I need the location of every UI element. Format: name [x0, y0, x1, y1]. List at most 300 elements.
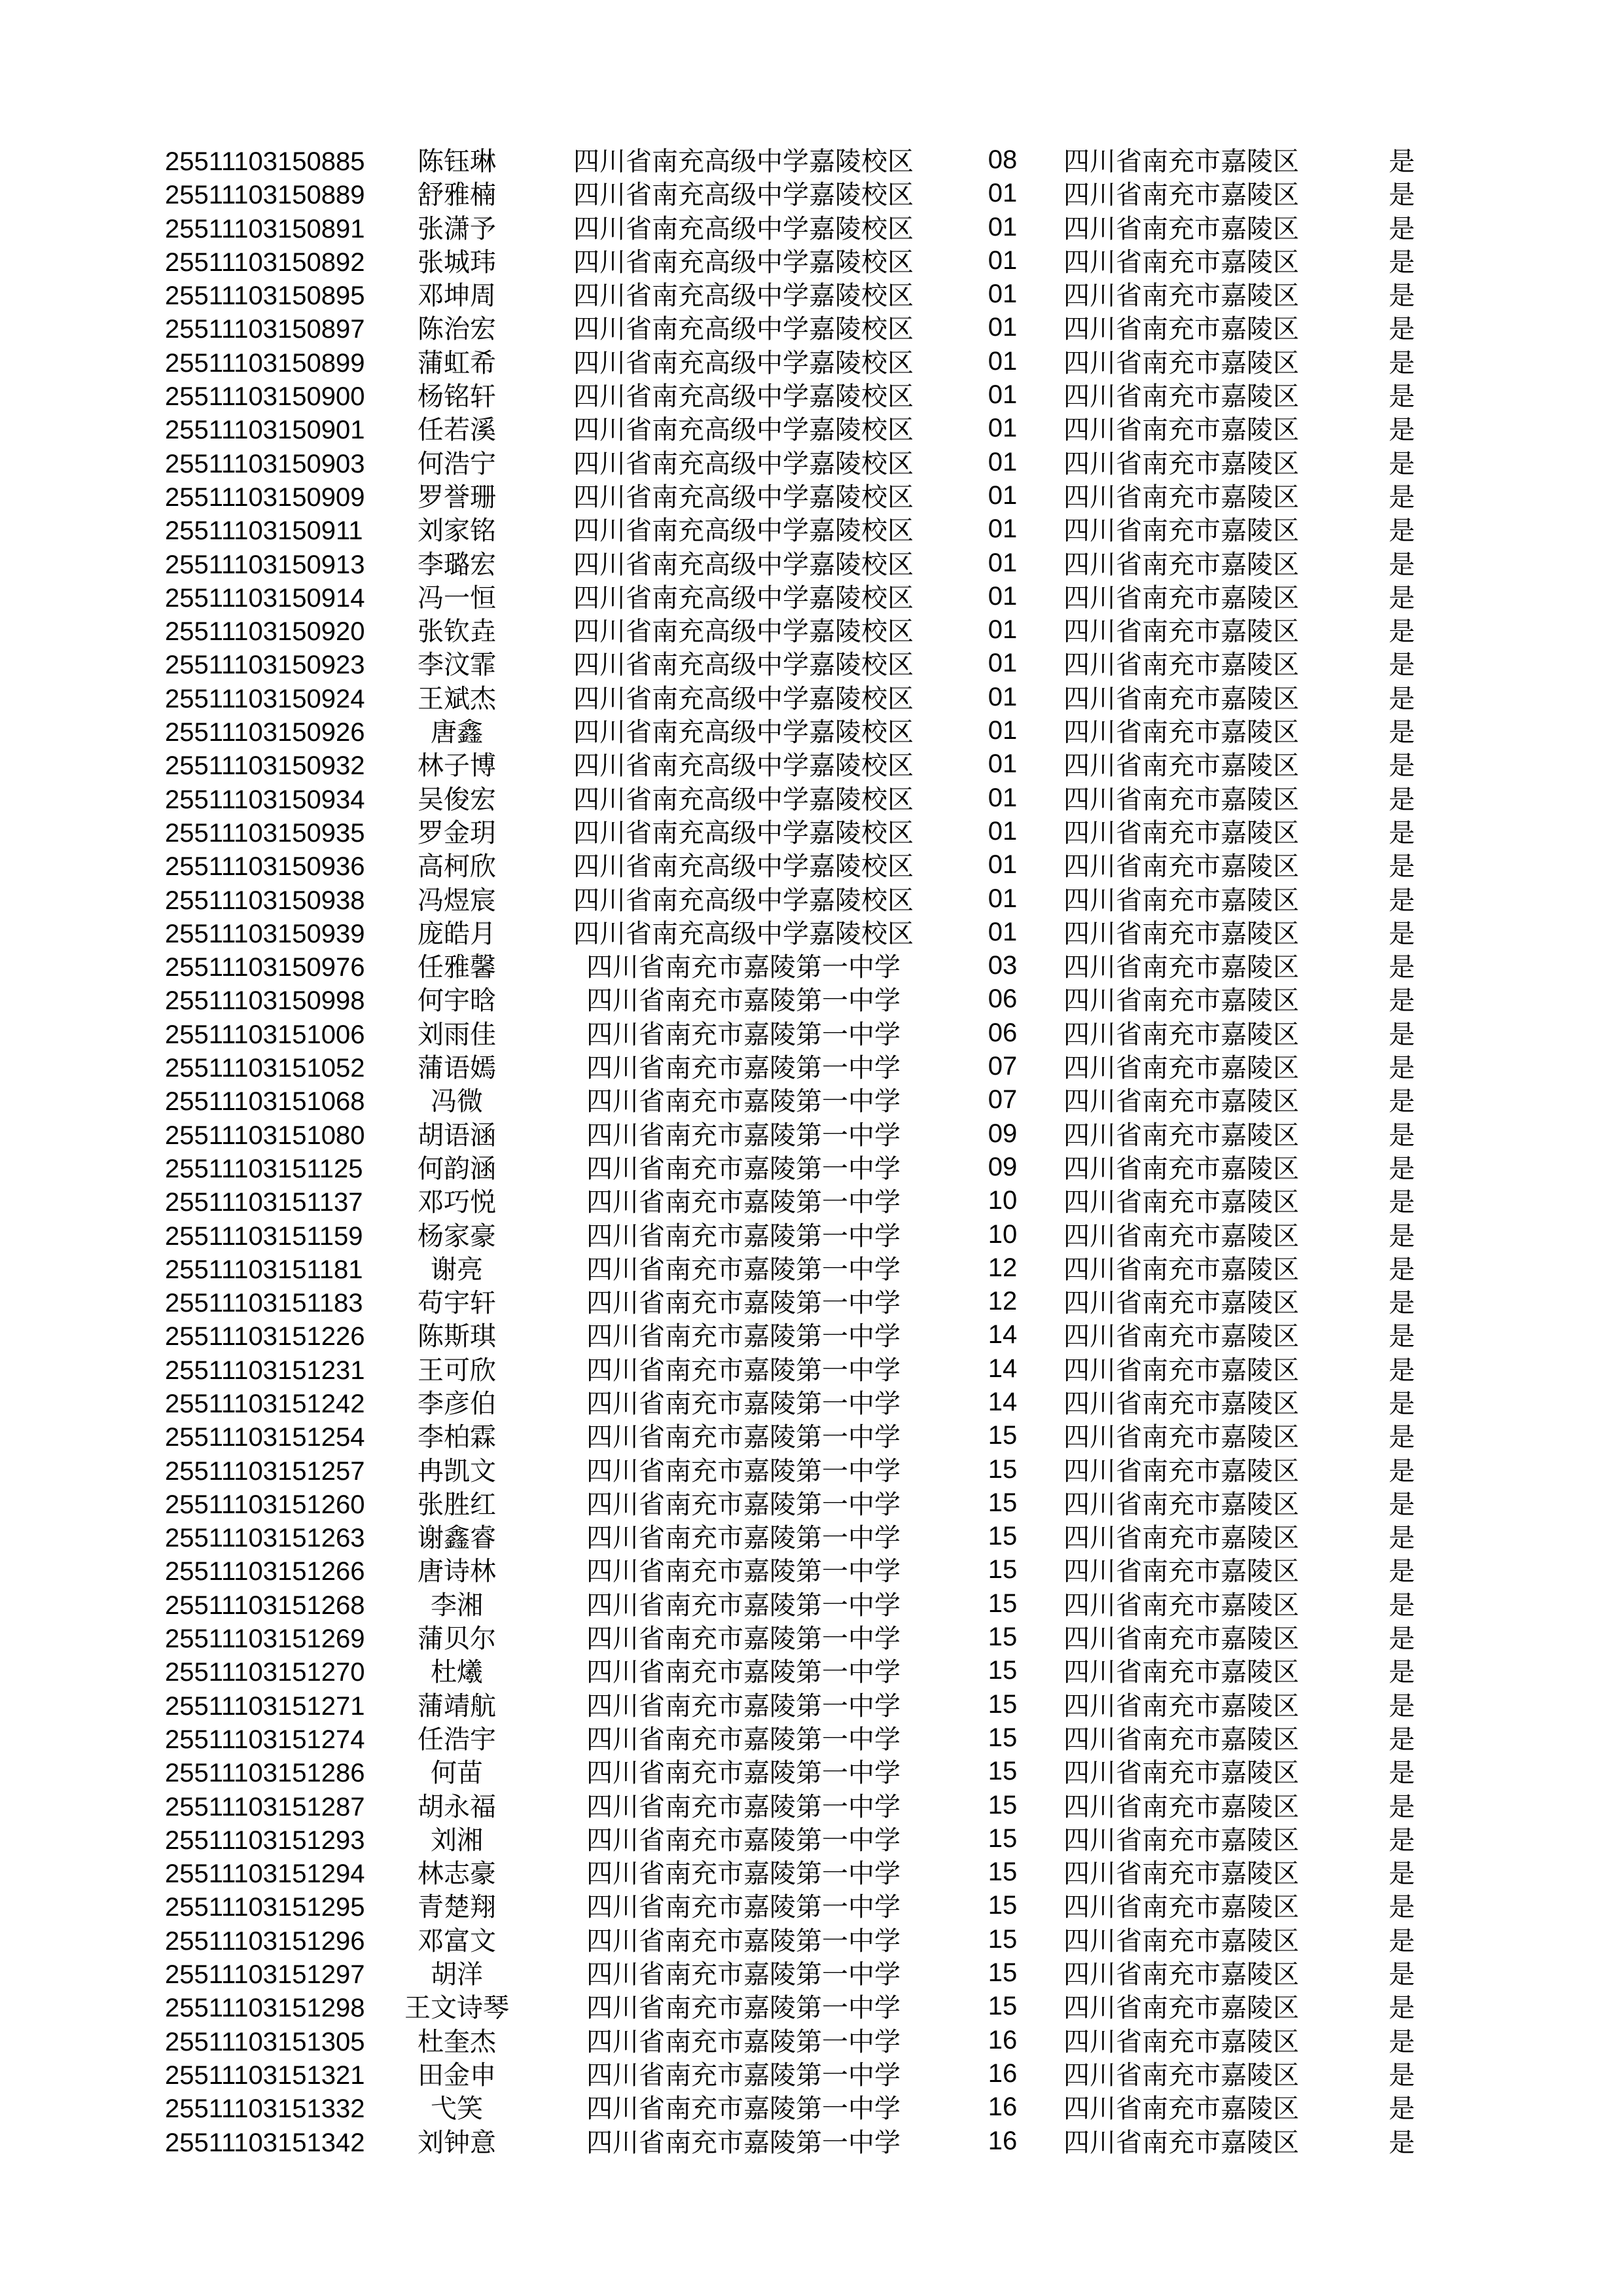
table-row — [0, 1555, 1623, 1588]
status-flag-cell: 是 — [1389, 1960, 1415, 1990]
student-name-cell: 李璐宏 — [418, 549, 496, 580]
student-name-cell: 任浩宇 — [418, 1724, 496, 1755]
status-flag-cell: 是 — [1389, 1221, 1415, 1251]
class-number-cell: 01 — [988, 548, 1018, 577]
table-row — [0, 145, 1623, 179]
class-number-cell: 15 — [988, 1656, 1018, 1685]
school-cell: 四川省南充市嘉陵第一中学 — [586, 1456, 901, 1486]
status-flag-cell: 是 — [1389, 2026, 1415, 2057]
district-cell: 四川省南充市嘉陵区 — [1063, 650, 1299, 681]
table-row — [0, 984, 1623, 1018]
status-flag-cell: 是 — [1389, 1993, 1415, 2024]
table-row — [0, 1656, 1623, 1689]
district-cell: 四川省南充市嘉陵区 — [1063, 1086, 1299, 1117]
class-number-cell: 14 — [988, 1320, 1018, 1350]
school-cell: 四川省南充市嘉陵第一中学 — [586, 1422, 901, 1453]
status-flag-cell: 是 — [1389, 952, 1415, 983]
district-cell: 四川省南充市嘉陵区 — [1063, 1590, 1299, 1621]
table-row — [0, 884, 1623, 918]
status-flag-cell: 是 — [1389, 2127, 1415, 2158]
district-cell: 四川省南充市嘉陵区 — [1063, 1053, 1299, 1084]
district-cell: 四川省南充市嘉陵区 — [1063, 1993, 1299, 2024]
district-cell: 四川省南充市嘉陵区 — [1063, 1288, 1299, 1319]
district-cell: 四川省南充市嘉陵区 — [1063, 986, 1299, 1016]
table-row — [0, 1623, 1623, 1656]
school-cell: 四川省南充市嘉陵第一中学 — [586, 1086, 901, 1117]
status-flag-cell: 是 — [1389, 1523, 1415, 1554]
class-number-cell: 15 — [988, 1823, 1018, 1853]
student-name-cell: 张潇予 — [418, 213, 496, 244]
student-name-cell: 陈治宏 — [418, 314, 496, 345]
district-cell: 四川省南充市嘉陵区 — [1063, 751, 1299, 781]
exam-id-cell: 25511103150885 — [165, 147, 365, 176]
school-cell: 四川省南充市嘉陵第一中学 — [586, 1724, 901, 1755]
student-name-cell: 何苗 — [431, 1758, 483, 1789]
exam-id-cell: 25511103150923 — [165, 651, 365, 680]
exam-id-cell: 25511103151263 — [165, 1524, 365, 1553]
table-row — [0, 918, 1623, 951]
class-number-cell: 07 — [988, 1085, 1018, 1115]
student-name-cell: 何韵涵 — [418, 1153, 496, 1184]
school-cell: 四川省南充市嘉陵第一中学 — [586, 1859, 901, 1890]
student-name-cell: 李柏霖 — [418, 1422, 496, 1453]
student-name-cell: 胡洋 — [431, 1960, 483, 1990]
school-cell: 四川省南充高级中学嘉陵校区 — [573, 852, 914, 882]
table-row — [0, 1958, 1623, 1992]
district-cell: 四川省南充市嘉陵区 — [1063, 2094, 1299, 2125]
student-name-cell: 蒲语嫣 — [418, 1053, 496, 1084]
status-flag-cell: 是 — [1389, 1859, 1415, 1890]
status-flag-cell: 是 — [1389, 1254, 1415, 1285]
school-cell: 四川省南充高级中学嘉陵校区 — [573, 448, 914, 479]
status-flag-cell: 是 — [1389, 549, 1415, 580]
status-flag-cell: 是 — [1389, 617, 1415, 647]
table-row — [0, 1388, 1623, 1421]
exam-id-cell: 25511103151286 — [165, 1759, 365, 1788]
class-number-cell: 15 — [988, 1958, 1018, 1988]
school-cell: 四川省南充市嘉陵第一中学 — [586, 2094, 901, 2125]
status-flag-cell: 是 — [1389, 348, 1415, 378]
district-cell: 四川省南充市嘉陵区 — [1063, 1758, 1299, 1789]
school-cell: 四川省南充高级中学嘉陵校区 — [573, 382, 914, 412]
class-number-cell: 01 — [988, 850, 1018, 880]
exam-id-cell: 25511103151125 — [165, 1154, 363, 1183]
class-number-cell: 15 — [988, 1857, 1018, 1887]
status-flag-cell: 是 — [1389, 213, 1415, 244]
table-row — [0, 1857, 1623, 1891]
district-cell: 四川省南充市嘉陵区 — [1063, 516, 1299, 547]
district-cell: 四川省南充市嘉陵区 — [1063, 147, 1299, 177]
school-cell: 四川省南充市嘉陵第一中学 — [586, 1355, 901, 1386]
exam-id-cell: 25511103150926 — [165, 718, 365, 747]
table-row — [0, 1354, 1623, 1388]
school-cell: 四川省南充高级中学嘉陵校区 — [573, 751, 914, 781]
exam-id-cell: 25511103150939 — [165, 919, 365, 948]
student-name-cell: 蒲虹希 — [418, 348, 496, 378]
exam-id-cell: 25511103150911 — [165, 516, 363, 546]
student-name-cell: 唐鑫 — [431, 717, 483, 748]
class-number-cell: 12 — [988, 1287, 1018, 1316]
table-row — [0, 615, 1623, 649]
district-cell: 四川省南充市嘉陵区 — [1063, 817, 1299, 848]
student-name-cell: 蒲贝尔 — [418, 1624, 496, 1655]
exam-id-cell: 25511103151226 — [165, 1322, 365, 1352]
table-row — [0, 313, 1623, 346]
class-number-cell: 16 — [988, 2025, 1018, 2054]
class-number-cell: 01 — [988, 917, 1018, 946]
exam-id-cell: 25511103151181 — [165, 1255, 363, 1284]
district-cell: 四川省南充市嘉陵区 — [1063, 617, 1299, 647]
school-cell: 四川省南充高级中学嘉陵校区 — [573, 415, 914, 446]
status-flag-cell: 是 — [1389, 1892, 1415, 1923]
district-cell: 四川省南充市嘉陵区 — [1063, 2026, 1299, 2057]
table-row — [0, 1186, 1623, 1219]
exam-id-cell: 25511103150899 — [165, 348, 365, 378]
student-name-cell: 张胜红 — [418, 1489, 496, 1520]
exam-id-cell: 25511103151294 — [165, 1859, 365, 1889]
status-flag-cell: 是 — [1389, 885, 1415, 916]
exam-id-cell: 25511103151231 — [165, 1355, 365, 1385]
status-flag-cell: 是 — [1389, 986, 1415, 1016]
table-row — [0, 548, 1623, 582]
table-row — [0, 1455, 1623, 1488]
status-flag-cell: 是 — [1389, 1388, 1415, 1419]
student-name-cell: 胡永福 — [418, 1791, 496, 1822]
exam-id-cell: 25511103151257 — [165, 1456, 365, 1486]
school-cell: 四川省南充高级中学嘉陵校区 — [573, 213, 914, 244]
status-flag-cell: 是 — [1389, 1187, 1415, 1218]
exam-id-cell: 25511103150935 — [165, 818, 365, 848]
table-row — [0, 1488, 1623, 1522]
class-number-cell: 15 — [988, 1588, 1018, 1618]
school-cell: 四川省南充高级中学嘉陵校区 — [573, 617, 914, 647]
district-cell: 四川省南充市嘉陵区 — [1063, 1825, 1299, 1856]
table-row — [0, 1253, 1623, 1287]
student-name-cell: 舒雅楠 — [418, 180, 496, 211]
school-cell: 四川省南充高级中学嘉陵校区 — [573, 314, 914, 345]
status-flag-cell: 是 — [1389, 1489, 1415, 1520]
district-cell: 四川省南充市嘉陵区 — [1063, 415, 1299, 446]
class-number-cell: 15 — [988, 1790, 1018, 1820]
class-number-cell: 01 — [988, 245, 1018, 275]
school-cell: 四川省南充高级中学嘉陵校区 — [573, 650, 914, 681]
school-cell: 四川省南充市嘉陵第一中学 — [586, 1489, 901, 1520]
status-flag-cell: 是 — [1389, 314, 1415, 345]
student-name-cell: 何宇晗 — [418, 986, 496, 1016]
school-cell: 四川省南充高级中学嘉陵校区 — [573, 247, 914, 278]
district-cell: 四川省南充市嘉陵区 — [1063, 952, 1299, 983]
district-cell: 四川省南充市嘉陵区 — [1063, 180, 1299, 211]
table-row — [0, 2126, 1623, 2160]
student-name-cell: 张城玮 — [418, 247, 496, 278]
student-name-cell: 刘钟意 — [418, 2127, 496, 2158]
table-row — [0, 347, 1623, 380]
status-flag-cell: 是 — [1389, 683, 1415, 714]
district-cell: 四川省南充市嘉陵区 — [1063, 213, 1299, 244]
school-cell: 四川省南充市嘉陵第一中学 — [586, 1791, 901, 1822]
school-cell: 四川省南充高级中学嘉陵校区 — [573, 817, 914, 848]
school-cell: 四川省南充高级中学嘉陵校区 — [573, 147, 914, 177]
status-flag-cell: 是 — [1389, 583, 1415, 613]
exam-id-cell: 25511103150932 — [165, 751, 365, 781]
status-flag-cell: 是 — [1389, 1355, 1415, 1386]
class-number-cell: 15 — [988, 1924, 1018, 1954]
exam-id-cell: 25511103150892 — [165, 247, 365, 277]
status-flag-cell: 是 — [1389, 784, 1415, 815]
class-number-cell: 15 — [988, 1757, 1018, 1786]
class-number-cell: 01 — [988, 212, 1018, 242]
student-name-cell: 弋笑 — [431, 2094, 483, 2125]
status-flag-cell: 是 — [1389, 918, 1415, 949]
status-flag-cell: 是 — [1389, 817, 1415, 848]
exam-id-cell: 25511103151321 — [165, 2060, 365, 2090]
school-cell: 四川省南充市嘉陵第一中学 — [586, 1993, 901, 2024]
status-flag-cell: 是 — [1389, 1691, 1415, 1721]
class-number-cell: 15 — [988, 1488, 1018, 1517]
student-name-cell: 任雅馨 — [418, 952, 496, 983]
status-flag-cell: 是 — [1389, 1422, 1415, 1453]
class-number-cell: 16 — [988, 2092, 1018, 2122]
class-number-cell: 01 — [988, 615, 1018, 645]
exam-id-cell: 25511103150934 — [165, 785, 365, 814]
status-flag-cell: 是 — [1389, 650, 1415, 681]
school-cell: 四川省南充市嘉陵第一中学 — [586, 1187, 901, 1218]
class-number-cell: 01 — [988, 414, 1018, 443]
exam-id-cell: 25511103151183 — [165, 1289, 363, 1318]
exam-id-cell: 25511103151159 — [165, 1221, 363, 1251]
school-cell: 四川省南充市嘉陵第一中学 — [586, 1960, 901, 1990]
school-cell: 四川省南充高级中学嘉陵校区 — [573, 516, 914, 547]
table-row — [0, 1320, 1623, 1354]
district-cell: 四川省南充市嘉陵区 — [1063, 1892, 1299, 1923]
district-cell: 四川省南充市嘉陵区 — [1063, 1791, 1299, 1822]
district-cell: 四川省南充市嘉陵区 — [1063, 1321, 1299, 1352]
status-flag-cell: 是 — [1389, 1590, 1415, 1621]
exam-id-cell: 25511103151254 — [165, 1423, 365, 1452]
school-cell: 四川省南充市嘉陵第一中学 — [586, 1892, 901, 1923]
status-flag-cell: 是 — [1389, 448, 1415, 479]
exam-id-cell: 25511103150938 — [165, 886, 365, 915]
student-name-cell: 刘湘 — [431, 1825, 483, 1856]
status-flag-cell: 是 — [1389, 1556, 1415, 1587]
status-flag-cell: 是 — [1389, 1019, 1415, 1050]
class-number-cell: 10 — [988, 1219, 1018, 1249]
status-flag-cell: 是 — [1389, 1825, 1415, 1856]
student-name-cell: 杨家豪 — [418, 1221, 496, 1251]
district-cell: 四川省南充市嘉陵区 — [1063, 1019, 1299, 1050]
table-row — [0, 380, 1623, 414]
student-name-cell: 杜爔 — [431, 1657, 483, 1688]
exam-id-cell: 25511103150920 — [165, 617, 365, 647]
class-number-cell: 15 — [988, 1891, 1018, 1920]
school-cell: 四川省南充高级中学嘉陵校区 — [573, 348, 914, 378]
exam-id-cell: 25511103150936 — [165, 852, 365, 882]
exam-id-cell: 25511103150976 — [165, 953, 365, 982]
table-row — [0, 582, 1623, 615]
district-cell: 四川省南充市嘉陵区 — [1063, 448, 1299, 479]
district-cell: 四川省南充市嘉陵区 — [1063, 2127, 1299, 2158]
status-flag-cell: 是 — [1389, 1456, 1415, 1486]
exam-id-cell: 25511103150891 — [165, 214, 365, 243]
table-row — [0, 279, 1623, 313]
student-name-cell: 邓富文 — [418, 1926, 496, 1956]
table-row — [0, 850, 1623, 884]
status-flag-cell: 是 — [1389, 1624, 1415, 1655]
class-number-cell: 14 — [988, 1354, 1018, 1383]
exam-id-cell: 25511103151332 — [165, 2094, 365, 2124]
exam-id-cell: 25511103151268 — [165, 1590, 365, 1620]
table-row — [0, 817, 1623, 850]
exam-id-cell: 25511103151068 — [165, 1087, 365, 1117]
district-cell: 四川省南充市嘉陵区 — [1063, 2060, 1299, 2090]
student-name-cell: 任若溪 — [418, 415, 496, 446]
district-cell: 四川省南充市嘉陵区 — [1063, 918, 1299, 949]
exam-id-cell: 25511103150889 — [165, 181, 365, 210]
exam-id-cell: 25511103150913 — [165, 550, 365, 579]
school-cell: 四川省南充高级中学嘉陵校区 — [573, 918, 914, 949]
class-number-cell: 15 — [988, 1421, 1018, 1450]
status-flag-cell: 是 — [1389, 852, 1415, 882]
table-row — [0, 1791, 1623, 1824]
exam-id-cell: 25511103151298 — [165, 1994, 365, 2023]
class-number-cell: 01 — [988, 179, 1018, 208]
exam-id-cell: 25511103150909 — [165, 482, 365, 512]
exam-id-cell: 25511103150897 — [165, 315, 365, 344]
status-flag-cell: 是 — [1389, 2060, 1415, 2090]
school-cell: 四川省南充市嘉陵第一中学 — [586, 1120, 901, 1151]
district-cell: 四川省南充市嘉陵区 — [1063, 1489, 1299, 1520]
student-name-cell: 王可欣 — [418, 1355, 496, 1386]
exam-id-cell: 25511103151080 — [165, 1121, 365, 1150]
district-cell: 四川省南充市嘉陵区 — [1063, 583, 1299, 613]
table-row — [0, 683, 1623, 716]
student-name-cell: 刘家铭 — [418, 516, 496, 547]
exam-id-cell: 25511103150998 — [165, 986, 365, 1016]
school-cell: 四川省南充市嘉陵第一中学 — [586, 952, 901, 983]
status-flag-cell: 是 — [1389, 1321, 1415, 1352]
student-name-cell: 庞皓月 — [418, 918, 496, 949]
student-name-cell: 苟宇轩 — [418, 1288, 496, 1319]
exam-id-cell: 25511103151274 — [165, 1725, 365, 1754]
exam-id-cell: 25511103151269 — [165, 1624, 365, 1654]
table-row — [0, 1690, 1623, 1723]
district-cell: 四川省南充市嘉陵区 — [1063, 1422, 1299, 1453]
table-row — [0, 1153, 1623, 1186]
table-row — [0, 246, 1623, 279]
school-cell: 四川省南充高级中学嘉陵校区 — [573, 717, 914, 748]
district-cell: 四川省南充市嘉陵区 — [1063, 348, 1299, 378]
student-name-cell: 高柯欣 — [418, 852, 496, 882]
student-name-cell: 陈斯琪 — [418, 1321, 496, 1352]
class-number-cell: 01 — [988, 816, 1018, 846]
table-row — [0, 1421, 1623, 1454]
student-name-cell: 冉凯文 — [418, 1456, 496, 1486]
school-cell: 四川省南充市嘉陵第一中学 — [586, 2127, 901, 2158]
status-flag-cell: 是 — [1389, 482, 1415, 512]
district-cell: 四川省南充市嘉陵区 — [1063, 1926, 1299, 1956]
class-number-cell: 01 — [988, 884, 1018, 913]
student-name-cell: 罗金玥 — [418, 817, 496, 848]
school-cell: 四川省南充市嘉陵第一中学 — [586, 1053, 901, 1084]
student-name-cell: 杨铭轩 — [418, 382, 496, 412]
district-cell: 四川省南充市嘉陵区 — [1063, 1388, 1299, 1419]
table-row — [0, 1824, 1623, 1857]
exam-id-cell: 25511103150914 — [165, 583, 365, 613]
student-name-cell: 王斌杰 — [418, 683, 496, 714]
school-cell: 四川省南充市嘉陵第一中学 — [586, 1221, 901, 1251]
status-flag-cell: 是 — [1389, 180, 1415, 211]
class-number-cell: 09 — [988, 1152, 1018, 1181]
school-cell: 四川省南充市嘉陵第一中学 — [586, 1254, 901, 1285]
exam-id-cell: 25511103151342 — [165, 2128, 365, 2157]
status-flag-cell: 是 — [1389, 1724, 1415, 1755]
class-number-cell: 01 — [988, 649, 1018, 678]
exam-id-cell: 25511103151295 — [165, 1893, 365, 1922]
student-name-cell: 谢鑫睿 — [418, 1523, 496, 1554]
class-number-cell: 01 — [988, 480, 1018, 510]
table-row — [0, 1052, 1623, 1085]
exam-id-cell: 25511103150924 — [165, 684, 365, 713]
student-name-cell: 林子博 — [418, 751, 496, 781]
student-name-cell: 邓坤周 — [418, 281, 496, 312]
status-flag-cell: 是 — [1389, 717, 1415, 748]
district-cell: 四川省南充市嘉陵区 — [1063, 1221, 1299, 1251]
student-name-cell: 吴俊宏 — [418, 784, 496, 815]
exam-id-cell: 25511103150903 — [165, 449, 365, 478]
exam-id-cell: 25511103151006 — [165, 1020, 365, 1049]
table-row — [0, 1723, 1623, 1757]
district-cell: 四川省南充市嘉陵区 — [1063, 1355, 1299, 1386]
school-cell: 四川省南充市嘉陵第一中学 — [586, 1388, 901, 1419]
table-row — [0, 179, 1623, 212]
class-number-cell: 01 — [988, 716, 1018, 745]
table-row — [0, 514, 1623, 548]
school-cell: 四川省南充高级中学嘉陵校区 — [573, 281, 914, 312]
exam-id-cell: 25511103150901 — [165, 416, 365, 445]
exam-id-cell: 25511103151293 — [165, 1825, 365, 1855]
class-number-cell: 01 — [988, 447, 1018, 476]
table-row — [0, 213, 1623, 246]
school-cell: 四川省南充市嘉陵第一中学 — [586, 1657, 901, 1688]
school-cell: 四川省南充高级中学嘉陵校区 — [573, 180, 914, 211]
student-name-cell: 罗誉珊 — [418, 482, 496, 512]
status-flag-cell: 是 — [1389, 382, 1415, 412]
class-number-cell: 06 — [988, 1018, 1018, 1047]
table-row — [0, 749, 1623, 783]
school-cell: 四川省南充市嘉陵第一中学 — [586, 1153, 901, 1184]
table-row — [0, 1522, 1623, 1555]
district-cell: 四川省南充市嘉陵区 — [1063, 1187, 1299, 1218]
school-cell: 四川省南充市嘉陵第一中学 — [586, 986, 901, 1016]
district-cell: 四川省南充市嘉陵区 — [1063, 885, 1299, 916]
student-name-cell: 青楚翔 — [418, 1892, 496, 1923]
table-row — [0, 1589, 1623, 1623]
table-row — [0, 783, 1623, 817]
class-number-cell: 09 — [988, 1119, 1018, 1148]
district-cell: 四川省南充市嘉陵区 — [1063, 1456, 1299, 1486]
student-name-cell: 谢亮 — [431, 1254, 483, 1285]
status-flag-cell: 是 — [1389, 1288, 1415, 1319]
table-row — [0, 1992, 1623, 2025]
status-flag-cell: 是 — [1389, 751, 1415, 781]
class-number-cell: 14 — [988, 1387, 1018, 1416]
district-cell: 四川省南充市嘉陵区 — [1063, 549, 1299, 580]
class-number-cell: 01 — [988, 783, 1018, 812]
status-flag-cell: 是 — [1389, 1153, 1415, 1184]
class-number-cell: 15 — [988, 1723, 1018, 1752]
table-row — [0, 1220, 1623, 1253]
district-cell: 四川省南充市嘉陵区 — [1063, 1523, 1299, 1554]
